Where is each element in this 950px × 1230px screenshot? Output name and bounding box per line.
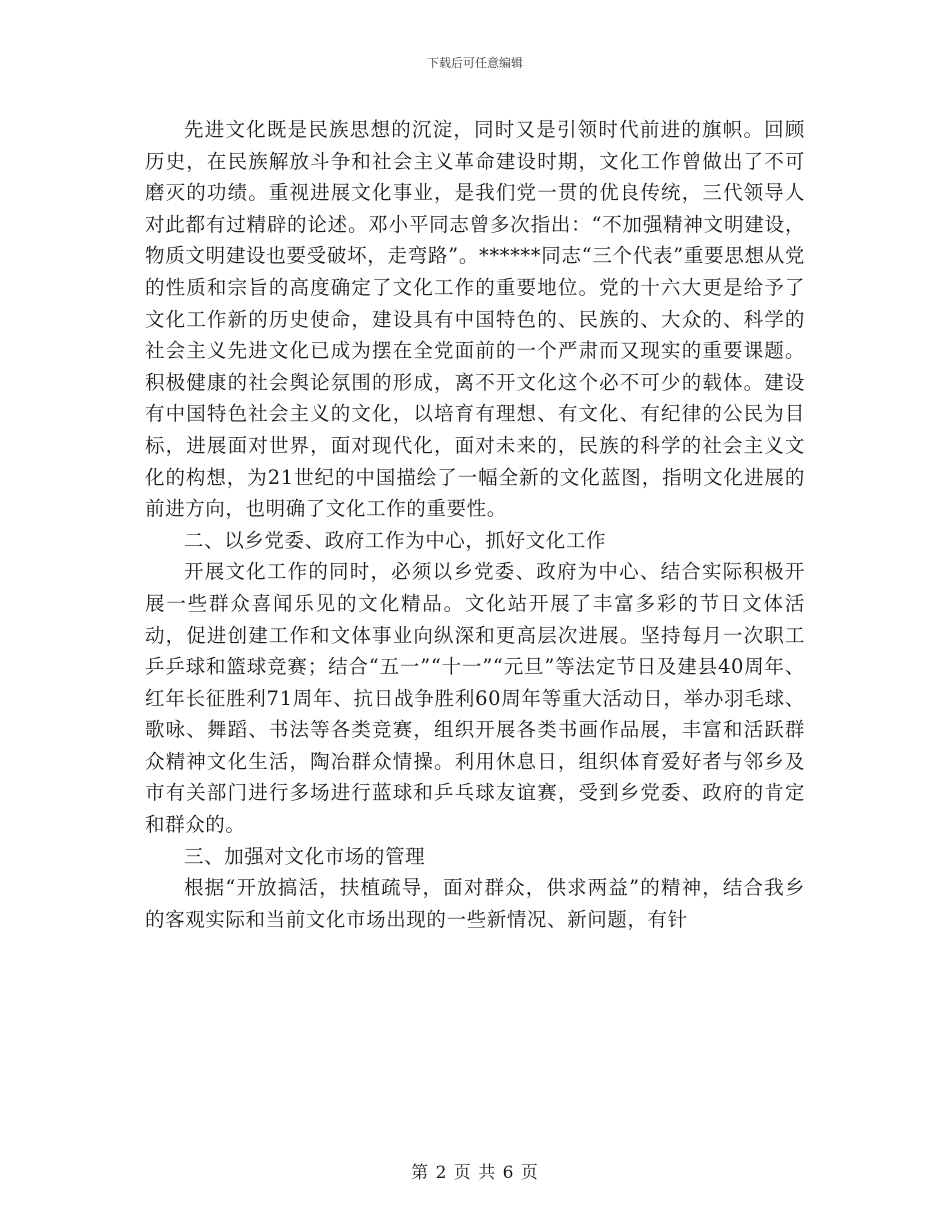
paragraph-cultural-activities: 开展文化工作的同时，必须以乡党委、政府为中心、结合实际积极开展一些群众喜闻乐见的文化精品。文化站开展了丰富多彩的节日文体活动，促进创建工作和文体事业向纵深和更高层次进展。坚持每月一次职工乒乒球和篮球竞赛；结合“五一”“十一”“元旦”等法定节日及建县40周年、红年长征胜利71周年、抗日战争胜利60周年等重大活动日，举办羽毛球、歌咏、舞蹈、书法等各类竞赛，组织开展各类书画作品展，丰富和活跃群众精神文化生活，陶冶群众情操。利用休息日，组织体育爱好者与邻乡及市有关部门进行多场进行蓝球和乒乓球友谊赛，受到乡党委、政府的肯定和群众的。 <box>145 560 805 837</box>
section-heading-2: 二、以乡党委、政府工作为中心，抓好文化工作 <box>184 528 607 552</box>
document-body <box>145 114 805 935</box>
paragraph-market-management: 根据“开放搞活，扶植疏导，面对群众，供求两益”的精神，结合我乡的客观实际和当前文化市场出现的一些新情况、新问题，有针 <box>145 876 805 931</box>
page-header: 下载后可任意编辑 <box>426 56 523 70</box>
paragraph-cultural-importance: 先进文化既是民族思想的沉淀，同时又是引领时代前进的旗帜。回顾历史，在民族解放斗争和社会主义革命建设时期，文化工作曾做出了不可磨灭的功绩。重视进展文化事业，是我们党一贯的优良传统，三代领导人对此都有过精辟的论述。邓小平同志曾多次指出：“不加强精神文明建设，物质文明建设也要受破坏，走弯路”。******同志“三个代表”重要思想从党的性质和宗旨的高度确定了文化工作的重要地位。党的十六大更是给予了文化工作新的历史使命，建设具有中国特色的、民族的、大众的、科学的社会主义先进文化已成为摆在全党面前的一个严肃而又现实的重要课题。积极健康的社会舆论氛围的形成，离不开文化这个必不可少的载体。建设有中国特色社会主义的文化，以培育有理想、有文化、有纪律的公民为目标，进展面对世界，面对现代化，面对未来的，民族的科学的社会主义文化的构想，为21世纪的中国描绘了一幅全新的文化蓝图，指明文化进展的前进方向，也明确了文化工作的重要性。 <box>145 118 805 521</box>
section-heading-3: 三、加强对文化市场的管理 <box>184 844 426 868</box>
page-number-footer: 第 2 页 共 6 页 <box>411 1163 539 1183</box>
